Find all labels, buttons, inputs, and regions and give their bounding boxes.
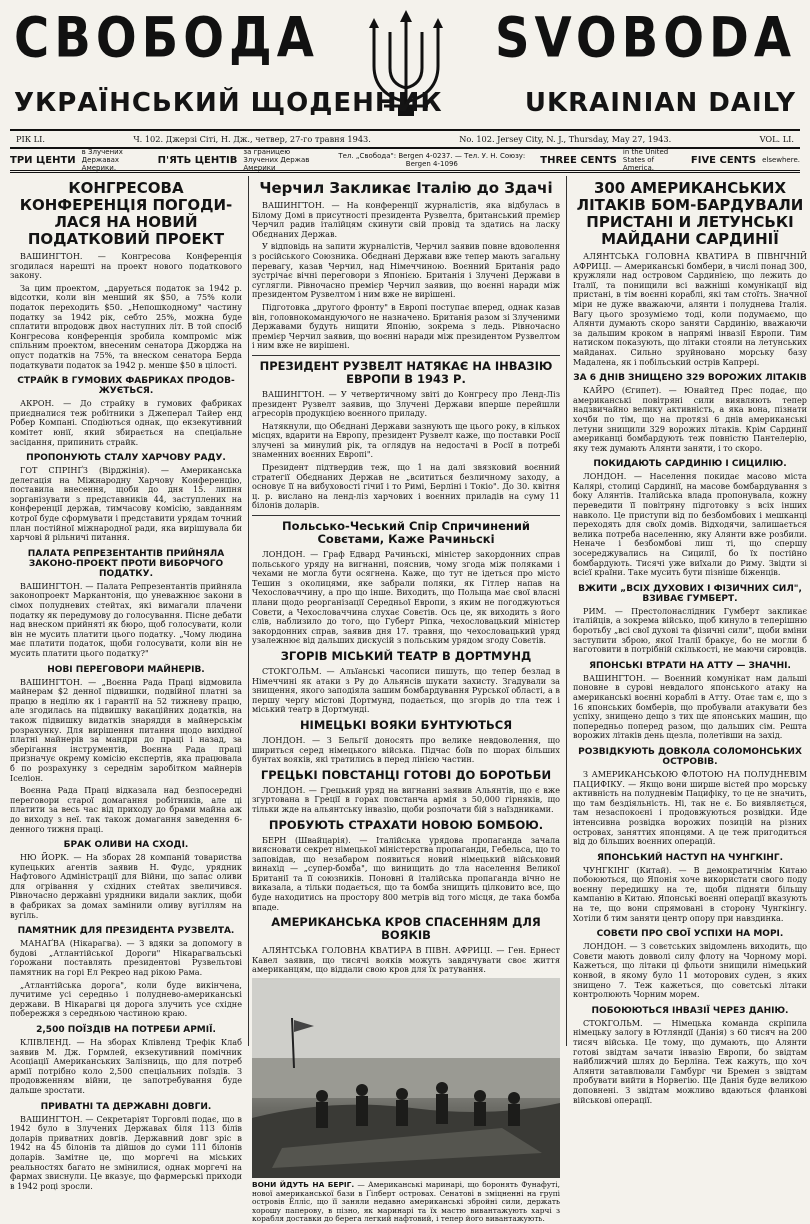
article-paragraph: БЕРН (Швайцарія). — Італійська урядова пропаганда зачала виясновати секрет німецької міністерства пропаганди, Гебельса, що то заповідав, що незабаром появиться новий німецький військовий винахід — „супер-бомба", що винищить до тла населення Великої Британії та її союзників. Поновні й італійська пропаганда вічно не виказала, а тільки подається, що та бомба знищить цілковито все, що буде находитись на простору 800 метрів від того місця, де така бомба впаде. [252,834,560,912]
left-column [10,176,249,1191]
date-cyrillic: Ч. 102. Джерзі Сіті, Н. Дж., четвер, 27-го травня 1943. [133,134,371,144]
masthead-subtitle-cyrillic: УКРАЇНСЬКИЙ ЩОДЕННИК [14,88,443,118]
price-right-note: in the United States of America. [622,148,669,172]
article-paragraph: РИМ. — Престолонаслідник Гумберт закликає італійців, а зокрема військо, щоб кинуло в теперішню боротьбу „всі свої духові та фізичні сили", щоби вміни заступити зброю, якої Італії бракує, бо не могли б наготовити в потрібній скількості, не маючи сировців. [573,605,807,655]
headline-debts: ПРИВАТНІ ТА ДЕРЖАВНІ ДОВГИ. [40,1101,212,1112]
article-paragraph: ВАШИНГТОН. — Конгресова Конференція згодилася нарешті на проект нового податкового закону. [10,251,242,281]
news-photo-marines [252,978,560,1178]
article-paragraph: ЧУНГКІНГ (Китай). — В демократичнім Китаю побоюються, що Японія хоче використати свого поду воєнну передишку на те, щоби підняти більшу кампанію в Китаю. Японські воєнні операції вказують на те, що вони спрямовані в сторону Чунгкінгу. Хотіли б тим заняти центр опору при навздинка. [573,864,807,923]
right-column [566,176,807,1105]
article-paragraph: СТОКГОЛЬМ. — Альїанські часописи пишуть, що тепер безлад в Німеччині як атаки з Ру до Альянсів шукати захисту. Згадували за знищення, якого заподіяла зашим бомбардування Рурської області, а в першу чергу містові Дортмунд, подається, що згорів до тла теж і міський театр в Дортмунді. [252,665,560,715]
headline-humbert: ВЖИТИ „ВСІХ ДУХОВИХ І ФІЗИЧНИХ СИЛ", ВЗИВАЄ ГУМБЕРТ. [578,583,802,604]
article-paragraph: КАЙРО (Єгипет). — Юнайтед Прес подає, що американські повітряні сили виявляють тепер надзвичайно велику активність, а яка вона, пізнати хочби по тім, що на протязі 6 днів американські летуни знищили 329 ворожих літаків. Крім Сардинії американці бомбардують теж повністю Пантелерію, яку теж думають Алянти заняти, і то скоро. [573,385,807,453]
divider [252,355,560,356]
headline-miners: НОВІ ПЕРЕГОВОРИ МАЙНЕРІВ. [47,664,205,675]
headline-oil-shortage: БРАК ОЛИВИ НА СХОДІ. [63,840,189,851]
article-paragraph: Підготовка „другого фронту" в Европі поступає вперед, однак казав він, головнокомандуючого не назначено. Британія разом зі Злученими Державами будуть нищити Японію, зокрема з ледь. Рівночасно премієр Черчил заявив, що воєнні наради між президентом Рузвелтом і ним вже не вирішені. [252,301,560,351]
headline-polish-czech: Польсько-Чеський Спір Спричинений Совєтами, Каже Рачиньскі [282,519,530,547]
price-mid-note: за границею Злучених Держав Америки [243,148,310,172]
headline-sardinia-bombing: 300 АМЕРИКАНСЬКИХ ЛІТАКІВ БОМ-БАРДУВАЛИ ПРИСТАНІ И ЛЕТУНСЬКІ МАЙДАНИ САРДИНІЇ [576,179,804,248]
headline-monument: ПАМЯТНИК ДЛЯ ПРЕЗИДЕНТА РУЗВЕЛТА. [17,926,235,937]
headline-denmark-invasion: ПОБОЮЮТЬСЯ ІНВАЗІЇ ЧЕРЕЗ ДАНІЮ. [591,1005,789,1016]
headline-german-soldiers: НІМЕЦЬКІ ВОЯКИ БУНТУЮТЬСЯ [299,717,513,732]
divider [252,515,560,516]
volume-right: VOL. LI. [759,134,794,144]
article-paragraph: ВАШИНГТОН. — Палата Репрезентантів прийняла законопроект Маркантонія, що уневажнює закони в сімох полудневих стейтах, які вимагали плачени податку як передумову до голосування. Пісне дебати над внеском прийняті як бюро, щоб голосувати, коли він не мусить платити цього податку. „Чому людина має платити податок, щоби голосувати, коли він не мусить платити цього податку?" [10,580,242,658]
date-latin: No. 102. Jersey City, N. J., Thursday, May 27, 1943. [459,134,672,144]
phone-numbers: Тел. „Свобода": Bergen 4-0237. — Тел. У. Н. Союзу: Bergen 4-1096 [338,152,526,168]
article-paragraph: ГОТ СПРІНҐЗ (Вірджінія). — Американська делегація на Міжнародну Харчову Конференцію, поставила внесення, щоби до дня 15. липня зорганізувати з представників 44, заступлених на конференції держав, тимчасову комісію, завданням котрої буде сформувати і представити урядам точний план постійної міжнародної ради, яка вирішувала би харчові й рільничі питання. [10,465,242,543]
headline-rubber-strike: СТРАЙК В ГУМОВИХ ФАБРИКАХ ПРОДОВ-ЖУЄТЬСЯ. [17,376,235,397]
year-left: РІК LI. [16,134,45,144]
article-paragraph: Президент підтвердив теж, що 1 на далі звязковий воєнний стратегії Обєднаних Держав не „всититься безличному заходу, а основує її на вибуховості гічиї і то Римі, Берліні і Токіо". До 30. квітня ц. р. вислано на ленд-ліз харчових і воєнних приладів на суму 11 білонів доларів. [252,462,560,511]
article-paragraph: МАНАҐВА (Нікарагва). — З вдяки за допомогу в будові „Атлантійської Дороги" Нікарагвальські ґорожани поставлять президентові Рузвельтові памятник на горі Ел Рекрео над рікою Рама. [10,938,242,978]
article-paragraph: Натякнули, що Обєднані Держави зазнують ще цього року, в кількох місцях, вдарити на Европу, президент Рузвелт каже, що поставки Росії злучені за минулий рік, та оглядув на недостачі в Росії в потребі знаменних воєнних Европі". [252,420,560,460]
masthead-subtitle-latin: UKRAINIAN DAILY [524,88,796,118]
dateline [10,129,800,149]
headline-chungking: ЯПОНСЬКИЙ НАСТУП НА ЧУНГКІНГ. [596,852,783,863]
headline-roosevelt-invasion: ПРЕЗИДЕНТ РУЗВЕЛТ НАТЯКАЄ НА ІНВАЗІЮ ЕВРОПИ В 1943 Р. [259,358,553,386]
masthead-title-cyrillic: СВОБОДА [14,5,319,71]
photo-image [252,978,560,1178]
headline-solomon-islands: РОЗВІДКУЮТЬ ДОВКОЛА СОЛОМОНСЬКИХ ОСТРОВІВ. [578,746,802,767]
article-paragraph: „Атлантійська дорога", коли буде викінчена, лучитиме усі середньо і полуднево-американські держави. В Нікарагві ця дорога злучить усе східне побережжя з середньою частиною краю. [10,979,242,1019]
article-paragraph: НЮ ЙОРК. — На зборах 28 компаній товариства купецьких агентів заявив Н. Фудс, урядник Нафтового Адміністрації для Війни, що запас оливи для огрівання у східних стейтах звеличився. Рівночасно державні урядники видали заклик, щоби в фабриках за домах замінили оливу вугіллям на вугіль. [10,852,242,920]
article-paragraph: СТОКГОЛЬМ. — Німецька команда скріпила німецьку залогу в Ютляндії (Данія) з 60 тисяч на 200 тисяч війська. Це тому, що думають, що Алянти готові звідтам зачати інвазію Европи, бо звідтам найближчий шлях до Берліна. Теж кажуть, що хоч Алянти затавлювали Гамбург чи Бремен з звідтам пробувати вийти в Норвегію. Ще Данія буде великою доповнені. З звідтам можливо вдаються фланкові військові операції. [573,1017,807,1105]
headline-leaving-sardinia: ПОКИДАЮТЬ САРДИНІЮ І СИЦИЛІЮ. [593,459,787,470]
article-paragraph: ЛОНДОН. — Населення покидає масово міста Калярі, столиці Сардинії, на масове бомбардування з боку Алянтів. Італійська влада пропонувала, кожну переведити її повітряну підготовку з всіх інших навколо. Це приступи від по безбомбових і мешканці переходять для своїх домів. Відходячи, залишається велика потреба населенню, яку Алянти вже розбили. Неначе і безбомбові лиш ті, що спершу зосереджувались на Сицилії, бо їх постійно бомбардують. Тисячі уже виїхали до Риму. Звідти зі всієї країни. Таке мусить бути пізніше біженців. [573,471,807,578]
article-paragraph: КЛІВЛЕНД. — На зборах Клівленд Трефік Клаб заявив М. Дж. Гормлей, екзекутивний помічник Асоціації Американських Залізниць, що для потреб армії потрібно коло 2,500 спеціальних поїздів. З продовженням війни, це запотребування буде дальше зростати. [10,1037,242,1095]
headline-trains: 2,500 ПОЇЗДІВ НА ПОТРЕБИ АРМІЇ. [36,1025,216,1035]
article-paragraph: АКРОН. — До страйку в гумових фабриках приєдналися теж робітники з Джеперал Тайер енд Робер Компані. Сподіються однак, що екзекутивний комітет юнії, який збирається на спеціальне засідання, припинить страйк. [10,398,242,447]
article-paragraph: У відповідь на запити журналістів, Черчил заявив повне вдоволення з російського Союзника. Обєднані Держави вже тепер мають загальну перевагу, казав Черчил, над Німеччиною. Воєнний Британія радо зустрічає вічні переговори з Японією. Британія і Злучені Держави в суглягли. Рівночасно премієр Черчил заявив, що воєнні наради між президентом Рузвелтом і ним вже не вирішені. [252,241,560,300]
price-left-note: в Злучених Державах Америки. [81,148,123,172]
masthead-title-latin: SVOBODA [494,5,796,71]
headline-american-blood: АМЕРИКАНСЬКА КРОВ СПАСЕННЯМ ДЛЯ ВОЯКІВ [271,915,541,943]
headline-new-bomb: ПРОБУЮТЬ СТРАХАТИ НОВОЮ БОМБОЮ. [268,817,544,832]
article-paragraph: ВАШИНГТОН. — На конференції журналістів, яка відбулась в Білому Домі в присутності президента Рузвелта, британський премієр Черчил радив італійцям скинути свій провід та здатись на ласку Обєднаних Держав. [252,200,560,239]
middle-column [252,176,560,1224]
article-paragraph: ЛОНДОН. — З совєтських звідомлень виходить, що Совєти мають довволі силу флоту на Чорному морі. Кажеться, що літаки ці фльоти знищили німецький конвой, в якому було 11 моторових суден, з яких знищено 7. Теж кажеться, що совєтські літаки контролюють Чорним морем. [573,941,807,1000]
article-paragraph: ЛОНДОН. — З Бельгії доносять про велике невдоволення, що шириться серед німецького війська. Підчас боїв по шорах більших бунтах вояків, які тратились в перед лінією частин. [252,734,560,765]
price-far-note: elsewhere. [762,156,800,164]
article-paragraph: ВАШИНГТОН. — У четвертичному звіті до Конгресу про Ленд-Ліз президент Рузвелт заявив, що Злучені Держави вперше перейшли агресорів продукцією воєнного приладу. [252,388,560,419]
price-mid: П'ЯТЬ ЦЕНТІВ [157,154,238,166]
article-paragraph: ВАШИНГТОН. — Секретаріят Торговлі подає, що в 1942 було в Злучених Державах біля 113 білів доларів приватних довгів. Державний довг зріс в 1942 на 45 білонів та дійшов до суми 111 білонів доларів. Замітне це, що моргечі на міських реальностях багато не змінилися, однак моргечі на фармах звиснули. Це вказує, що фармерські приходи в 1942 році зросли. [10,1113,242,1191]
headline-dortmund-theatre: ЗГОРІВ МІСЬКИЙ ТЕАТР В ДОРТМУНД [280,648,532,663]
price-right: THREE CENTS [540,154,617,166]
headline-churchill: Черчил Закликає Італію до Здачі [259,179,553,197]
article-paragraph: Воєнна Рада Праці відказала над безпосередні переговори старої домагання робітників, але ці платити за весь час від приходу до брами майна аж до виходу з неї. так також домагання заведення 6-денного тижня праці. [10,785,242,834]
article-paragraph: ЛОНДОН. — Граф Едвард Рачиньскі, міністер закордонних справ польського уряду на вигнанні, пояснив, чому згода між поляками і чехами не могла бути осягнена. Каже, що тут не ідеться про місто Тешин з околицями, яке забрали поляки, як Гітлер напав на Чехословаччину, а про що інше. Виходить, що Польща має свої власні плани щодо реорганізації Середньої Европи, з яким не погоджуються Совєти, а Чехословаччина слухає Совєтів. Ось це, як виходить з його слів, наблизило до того, що Губерт Ріпка, чехословацький міністер закордонних справ, заявив дня 17. травня, що чехословацький уряд узалежнює від дальших дискусій з польським урядом згоду Совєтів. [252,549,560,646]
article-paragraph: ЛОНДОН. — Грецький уряд на вигнанні заявив Альянтів, що є вже згуртована в Греції в горах повстанча армія з 50,000 гірняків, що тільки жде на альянтську інвазію, щоби розпочати бій з наїздниками. [252,784,560,814]
article-paragraph: З АМЕРИКАНСЬКОЮ ФЛОТОЮ НА ПОЛУДНЕВІМ ПАЦИФІКУ. — Якщо вони ширше вістей про морську активність на полудневім Пацифіку, то це не значить, що там бездіяльність. Ні, так не є. Бо виявляється, там незаспокоєні і продовжуються розвідки. Йде інтенсивна розвідка ворожих позицій на різних островах, заняттих японцями. А це теж пригодиться від до більших воєнних операцій. [573,768,807,847]
headline-329-planes: ЗА 6 ДНІВ ЗНИЩЕНО 329 ВОРОЖИХ ЛІТАКІВ [573,373,807,384]
article-paragraph: ВАШИНГТОН. — „Воєнна Рада Праці відмовила майнерам $2 денної підвишки, подвійної платні за працю в неділю як і гарантії на 52 тижневу працю, але згодилась на підвишку вакаційних додатків, на також підвишку видатків знаряддя в майнерськім розрахунку. Для вирішення питання щодо вихідної платні майнерів за мандри до праці і назад, за зберігання інструментів, Воєнна Рада праці призначує окрему комісію експертів, яка працювала б по розрахунку з середнім заробітком майнерів Іселіон. [10,676,242,783]
article-paragraph: АЛЯНТСЬКА ГОЛОВНА КВАТИРА В ПІВНІЧНІЙ АФРИЦІ. — Американські бомбери, в числі понад 300, кружляли над островом Сардинією, що лежить до Італії, та понищили всі важніші комунікації від пристані, в тім воєнні кораблі, які там стоїть. Значної міри не дуже вважаючи, алянти і полуднева Італія. Вагу цього зрозуміємо тоді, коли подумаємо, що Алянти думають скоро заняти Сардинію, вважаючи за дальшим кроком в напрямі інвазії Европи. Тим натиском показують, що літаки стояли на летунських майданах. Сильно зруйновано морську базу Мадалена, як і побільський острів Капрері. [573,251,807,367]
article-paragraph: АЛЯНТСЬКА ГОЛОВНА КВАТИРА В ПІВН. АФРИЦІ. — Ген. Ернест Кавел заявив, що тисячі вояків можуть завдячувати своє життя американцям, що віддали свою кров для їх ратування. [252,945,560,975]
headline-food-board: ПРОПОНУЮТЬ СТАЛУ ХАРЧОВУ РАДУ. [26,453,226,464]
headline-tax-conference: КОНГРЕСОВА КОНФЕРЕНЦІЯ ПОГОДИ-ЛАСЯ НА НОВИЙ ПОДАТКОВИЙ ПРОЕКТ [19,179,233,248]
article-paragraph: ВАШИНГТОН. — Воєнний комунікат нам дальші поновне в сурові невдалого японського атаку на американські воєнні кораблі в Атту. Отає там є, що з 16 японських бомберів, що пробували атакувати без успіху, знищено дещо з тих ще японських машин, що попередньо поперед разом, що дальших сім. Решта ворожих літаків день щезла, полетівши на захід. [573,672,807,741]
headline-soviet-sea: СОВЄТИ ПРО СВОЇ УСПІХИ НА МОРІ. [596,929,784,940]
price-left: ТРИ ЦЕНТИ [10,154,76,166]
headline-attu-losses: ЯПОНСЬКІ ВТРАТИ НА АТТУ — ЗНАЧНІ. [589,660,791,671]
headline-greek-rebels: ГРЕЦЬКІ ПОВСТАНЦІ ГОТОВІ ДО БОРОТЬБИ [260,767,552,782]
caption-text: — Американські маринарі, що боронять Фунафуті, нової американської бази в Ґілберт островах. Сенатові в зміцненні на групі островів Елліс, що її заняли недавно американські збройні сили, держать хорошу паперову, в пізно, як маринарі та їх мастю вивантажують харчі з корабля доставки до берега легкий нафтовий, і тепер його вивантажують. [252,1180,560,1224]
caption-title: ВОНИ ЙДУТЬ НА БЕРІГ. [252,1180,355,1190]
price-far: FIVE CENTS [690,154,757,166]
headline-poll-tax: ПАЛАТА РЕПРЕЗЕНТАНТІВ ПРИЙНЯЛА ЗАКОНО-ПРОЕКТ ПРОТИ ВИБОРЧОГО ПОДАТКУ. [27,548,225,579]
photo-caption [252,1181,560,1224]
article-paragraph: За цим проектом, „даруеться податок за 1942 р. відсотки, коли він менший як $50, а 75% коли податок переходить $50. „Непошкодному" частину податку за 1942 рік, себто 25%, можна буде сплатити впродовж двох наступних літ. В той спосіб Конгресова конференція зробила компроміс між спільним проектом, внесеним сенатора Джорджа на опуст податків на 75%, та внеском сенатора Берда податкувати податок за 1942 р. менше $50 в цілості. [10,282,242,370]
price-line [10,150,800,173]
